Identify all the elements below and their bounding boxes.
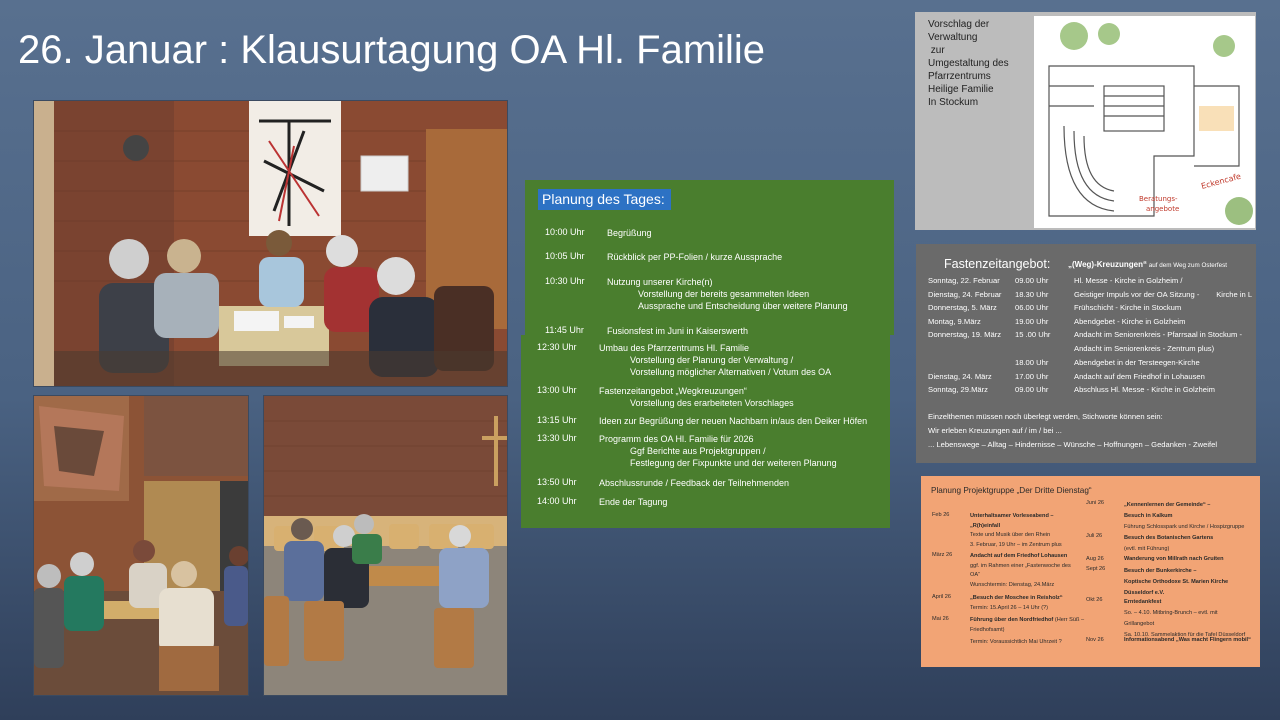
proposal-line: zur <box>928 45 945 56</box>
agenda-time: 13:15 Uhr <box>537 415 577 425</box>
projekt-line: „R(h)einfall <box>970 522 1001 529</box>
agenda-text: Fusionsfest im Juni in Kaiserswerth <box>607 326 749 335</box>
projekt-line: OA“ <box>970 572 980 578</box>
projekt-panel <box>921 476 1260 667</box>
fasten-date: Montag, 9.März <box>928 317 981 326</box>
projekt-line: Besuch der Bunkerkirche – <box>1124 568 1197 574</box>
agenda-text: Festlegung der Fixpunkte und der weiteren Planung <box>630 458 837 468</box>
plan-note-1: Beratungs- <box>1139 195 1178 203</box>
fasten-text: Abschluss Hl. Messe - Kirche in Golzheim <box>1074 385 1215 394</box>
floor-plan <box>1034 16 1255 228</box>
projekt-line: Führung Schlosspark und Kirche / Hospizgruppe <box>1124 524 1245 530</box>
agenda-text: Ggf Berichte aus Projektgruppen / <box>630 446 766 456</box>
projekt-entry <box>1124 533 1213 555</box>
projekt-line: Termin: Voraussichtlich Mai Uhrzeit ? <box>970 639 1062 645</box>
projekt-line: Sa. 10.10. Sammelaktion für die Tafel Düsseldorf <box>1124 632 1246 638</box>
projekt-entry <box>970 512 1062 550</box>
agenda-time: 10:30 Uhr <box>545 276 585 286</box>
projekt-line: Koptische Orthodoxe St. Marien Kirche <box>1124 579 1229 585</box>
fasten-title: Fastenzeitangebot: <box>944 257 1051 271</box>
fasten-text: Andacht auf dem Friedhof in Lohausen <box>1074 372 1205 381</box>
projekt-title: Planung Projektgruppe „Der Dritte Dienstag“ <box>931 486 1092 495</box>
fasten-note: Wir erleben Kreuzungen auf / im / bei ... <box>928 426 1062 435</box>
fasten-subtitle-rest: auf dem Weg zum Osterfest <box>1146 262 1227 269</box>
fasten-date: Dienstag, 24. Februar <box>928 290 1002 299</box>
photo-group-meeting <box>33 100 508 387</box>
projekt-line: Informationsabend „Was macht Flingern mobil“ <box>1124 637 1251 643</box>
agenda-text: Aussprache und Entscheidung über weitere Planung <box>638 301 848 311</box>
projekt-date: Aug 26 <box>1086 556 1104 562</box>
proposal-line: Heilige Familie <box>928 84 994 95</box>
agenda-text: Begrüßung <box>607 228 652 238</box>
agenda-text: Nutzung unserer Kirche(n) <box>607 277 713 287</box>
projekt-line: ggf. im Rahmen einer „Fastenwoche des <box>970 562 1071 569</box>
projekt-line: Wunschtermin: Dienstag, 24.März <box>970 581 1055 588</box>
projekt-line: Düsseldorf e.V. <box>1124 590 1165 596</box>
plan-note-cafe: Eckencafe <box>1200 171 1242 191</box>
agenda-time: 14:00 Uhr <box>537 496 577 506</box>
agenda-time: 13:50 Uhr <box>537 477 577 487</box>
agenda-text: Ende der Tagung <box>599 497 668 507</box>
agenda-text: Vorstellung möglicher Alternativen / Votum des OA <box>630 367 832 377</box>
projekt-line: Besuch in Kalkum <box>1124 513 1173 519</box>
page-title: 26. Januar : Klausurtagung OA Hl. Familie <box>18 28 766 72</box>
projekt-line: Erntedankfest <box>1124 599 1162 605</box>
fasten-note: Einzelthemen müssen noch überlegt werden, Stichworte können sein: <box>928 412 1163 421</box>
fasten-time: 09.00 Uhr <box>1015 385 1049 394</box>
photo-small-group <box>33 395 249 696</box>
fasten-time: 18.00 Uhr <box>1015 358 1049 367</box>
fasten-panel <box>916 244 1256 463</box>
projekt-line: So. – 4.10. Mitbring-Brunch – evtl. mit <box>1124 610 1218 616</box>
projekt-entry <box>1124 566 1228 599</box>
projekt-entry <box>970 616 1084 648</box>
fasten-time: 17.00 Uhr <box>1015 372 1049 381</box>
agenda-time: 11:45 Uhr <box>545 325 584 335</box>
projekt-line: Friedhofsamt) <box>970 626 1005 633</box>
proposal-line: Verwaltung <box>928 32 978 43</box>
fasten-time: 18.30 Uhr <box>1015 290 1049 299</box>
fasten-note: ... Lebenswege – Alltag – Hindernisse – Wünsche – Hoffnungen – Gedanken - Zweifel <box>928 440 1218 449</box>
fasten-date: Sonntag, 29.März <box>928 385 988 394</box>
agenda-text: Abschlussrunde / Feedback der Teilnehmenden <box>599 478 789 488</box>
projekt-date: Feb 26 <box>932 512 950 518</box>
agenda-text: Rückblick per PP-Folien / kurze Aussprache <box>607 252 783 262</box>
proposal-text <box>928 18 1009 109</box>
projekt-line: (Herr Süß – <box>1054 617 1085 623</box>
agenda-text: Programm des OA Hl. Familie für 2026 <box>599 434 754 444</box>
projekt-line: „Besuch der Moschee in Reisholz“ <box>970 595 1063 601</box>
fasten-text: Abendgebet - Kirche in Golzheim <box>1074 317 1186 326</box>
projekt-entry <box>970 552 1071 590</box>
projekt-entry <box>1124 556 1224 562</box>
projekt-line: (evtl. mit Führung) <box>1124 546 1170 552</box>
projekt-date: Juni 26 <box>1086 500 1105 506</box>
projekt-date: Juli 26 <box>1086 533 1103 539</box>
fasten-subtitle <box>1068 260 1227 269</box>
projekt-entry <box>1124 637 1251 643</box>
fasten-text: Geistiger Impuls vor der OA Sitzung - Kirche in L <box>1074 290 1253 299</box>
projekt-line: Texte und Musik über den Rhein <box>970 532 1051 538</box>
fasten-text: Andacht im Seniorenkreis - Pfarrsaal in Stockum - <box>1074 330 1242 339</box>
fasten-text: Abendgebet in der Tersteegen-Kirche <box>1074 358 1200 367</box>
fasten-subtitle-bold: „(Weg)-Kreuzungen“ <box>1068 260 1147 269</box>
proposal-line: Pfarrzentrums <box>928 71 991 82</box>
projekt-entry <box>1124 500 1244 533</box>
agenda-text: Vorstellung des erarbeiteten Vorschlages <box>630 398 794 408</box>
projekt-date: März 26 <box>932 552 953 558</box>
agenda-time: 12:30 Uhr <box>537 342 577 352</box>
projekt-line: Besuch des Botanischen Gartens <box>1124 535 1214 541</box>
fasten-time: 19.00 Uhr <box>1015 317 1049 326</box>
projekt-line: Termin: 15.April 26 – 14 Uhr (?) <box>970 604 1049 611</box>
proposal-line: Vorschlag der <box>928 19 990 30</box>
agenda-top-panel <box>525 180 894 335</box>
projekt-line: Grillangebot <box>1124 621 1155 627</box>
agenda-text: Umbau des Pfarrzentrums Hl. Familie <box>599 343 750 353</box>
projekt-date: Okt 26 <box>1086 597 1103 603</box>
projekt-line: Unterhaltsamer Vorleseabend – <box>970 513 1054 519</box>
agenda-text: Vorstellung der bereits gesammelten Ideen <box>638 289 810 299</box>
agenda-bottom-panel <box>521 335 890 528</box>
agenda-text: Ideen zur Begrüßung der neuen Nachbarn in/aus den Deiker Höfen <box>599 416 868 426</box>
fasten-time: 06.00 Uhr <box>1015 303 1049 312</box>
agenda-time: 13:00 Uhr <box>537 385 577 395</box>
agenda-text: Vorstellung der Planung der Verwaltung / <box>630 355 794 365</box>
photo-hall-group <box>263 395 508 696</box>
projekt-line: Führung über den Nordfriedhof <box>970 617 1054 623</box>
fasten-time: 09.00 Uhr <box>1015 276 1049 285</box>
fasten-date: Dienstag, 24. März <box>928 372 992 381</box>
proposal-line: In Stockum <box>928 97 979 108</box>
projekt-date: Sept 26 <box>1086 566 1106 572</box>
fasten-text: Frühschicht - Kirche in Stockum <box>1074 303 1182 312</box>
fasten-date: Sonntag, 22. Februar <box>928 276 1000 285</box>
plan-note-2: angebote <box>1146 205 1180 213</box>
fasten-date: Donnerstag, 19. März <box>928 330 1002 339</box>
projekt-date: Nov 26 <box>1086 637 1104 643</box>
agenda-text: Fastenzeitangebot „Wegkreuzungen“ <box>599 386 747 396</box>
fasten-text: Andacht im Seniorenkreis - Zentrum plus) <box>1074 344 1215 353</box>
projekt-entry <box>1124 597 1245 641</box>
fasten-time: 15 .00 Uhr <box>1015 330 1051 339</box>
projekt-line: „Kennenlernen der Gemeinde“ – <box>1124 502 1211 508</box>
projekt-line: Andacht auf dem Friedhof Lohausen <box>970 553 1068 559</box>
agenda-time: 10:05 Uhr <box>545 251 585 261</box>
proposal-line: Umgestaltung des <box>928 58 1009 69</box>
proposal-panel <box>915 12 1256 230</box>
agenda-heading: Planung des Tages: <box>538 189 671 210</box>
projekt-entry <box>970 594 1063 613</box>
agenda-time: 13:30 Uhr <box>537 433 577 443</box>
fasten-text: Hl. Messe - Kirche in Golzheim / <box>1074 276 1183 285</box>
agenda-time: 10:00 Uhr <box>545 227 585 237</box>
projekt-date: April 26 <box>932 594 951 600</box>
projekt-line: Wanderung von Millrath nach Gruiten <box>1124 556 1224 562</box>
fasten-date: Donnerstag, 5. März <box>928 303 997 312</box>
projekt-line: 3. Februar, 19 Uhr – im Zentrum plus <box>970 541 1062 548</box>
projekt-date: Mai 26 <box>932 616 949 622</box>
